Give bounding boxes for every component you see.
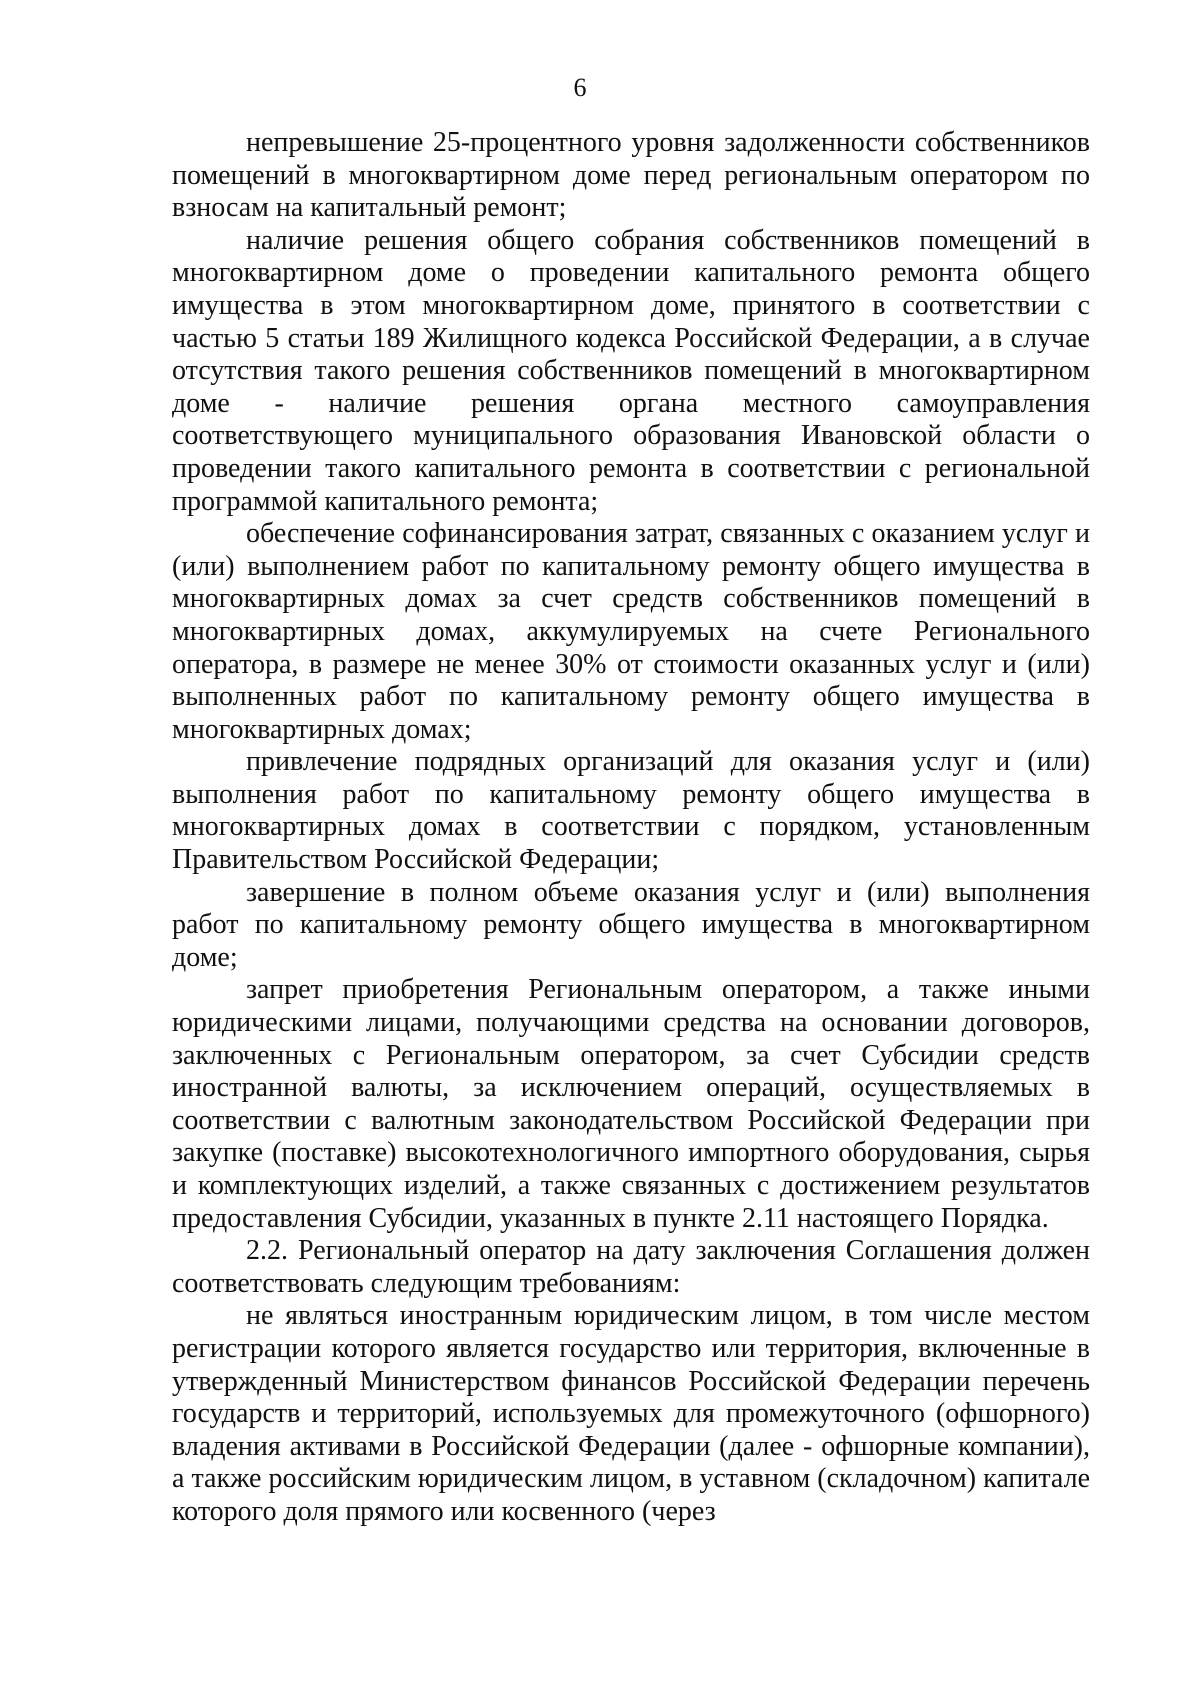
page-number: 6 <box>573 73 587 102</box>
paragraph-completion: завершение в полном объеме оказания услуг и (или) выполнения работ по капитальному ремонту общего имущества в многоквартирном доме; <box>172 876 1090 973</box>
document-body <box>172 127 1090 1529</box>
paragraph-general-meeting-decision: наличие решения общего собрания собственников помещений в многоквартирном доме о проведении капитального ремонта общего имущества в этом многоквартирном доме, принятого в соответствии с частью 5 статьи 189 Жилищного кодекса Российской Федерации, а в случае отсутствия такого решения собственников помещений в многоквартирном доме - наличие решения органа местного самоуправления соответствующего муниципального образования Ивановской области о проведении такого капитального ремонта в соответствии с региональной программой капитального ремонта; <box>172 224 1090 517</box>
paragraph-cofinancing: обеспечение софинансирования затрат, связанных с оказанием услуг и (или) выполнением работ по капитальному ремонту общего имущества в многоквартирных домах за счет средств собственников помещений в многоквартирных домах, аккумулируемых на счете Регионального оператора, в размере не менее 30% от стоимости оказанных услуг и (или) выполненных работ по капитальному ремонту общего имущества в многоквартирных домах; <box>172 518 1090 745</box>
paragraph-section-2-2: 2.2. Региональный оператор на дату заключения Соглашения должен соответствовать следующим требованиям: <box>172 1235 1090 1299</box>
paragraph-currency-ban: запрет приобретения Региональным оператором, а также иными юридическими лицами, получающими средства на основании договоров, заключенных с Региональным оператором, за счет Субсидии средств иностранной валюты, за исключением операций, осуществляемых в соответствии с валютным законодательством Российской Федерации при закупке (поставке) высокотехнологичного импортного оборудования, сырья и комплектующих изделий, а также связанных с достижением результатов предоставления Субсидии, указанных в пункте 2.11 настоящего Порядка. <box>172 974 1090 1234</box>
paragraph-offshore: не являться иностранным юридическим лицом, в том числе местом регистрации которого является государство или территория, включенные в утвержденный Министерством финансов Российской Федерации перечень государств и территорий, используемых для промежуточного (офшорного) владения активами в Российской Федерации (далее - офшорные компании), а также российским юридическим лицом, в уставном (складочном) капитале которого доля прямого или косвенного (через <box>172 1300 1090 1527</box>
paragraph-debt-level: непревышение 25-процентного уровня задолженности собственников помещений в многоквартирном доме перед региональным оператором по взносам на капитальный ремонт; <box>172 127 1090 224</box>
paragraph-contractors: привлечение подрядных организаций для оказания услуг и (или) выполнения работ по капитальному ремонту общего имущества в многоквартирных домах в соответствии с порядком, установленным Правительством Российской Федерации; <box>172 746 1090 876</box>
